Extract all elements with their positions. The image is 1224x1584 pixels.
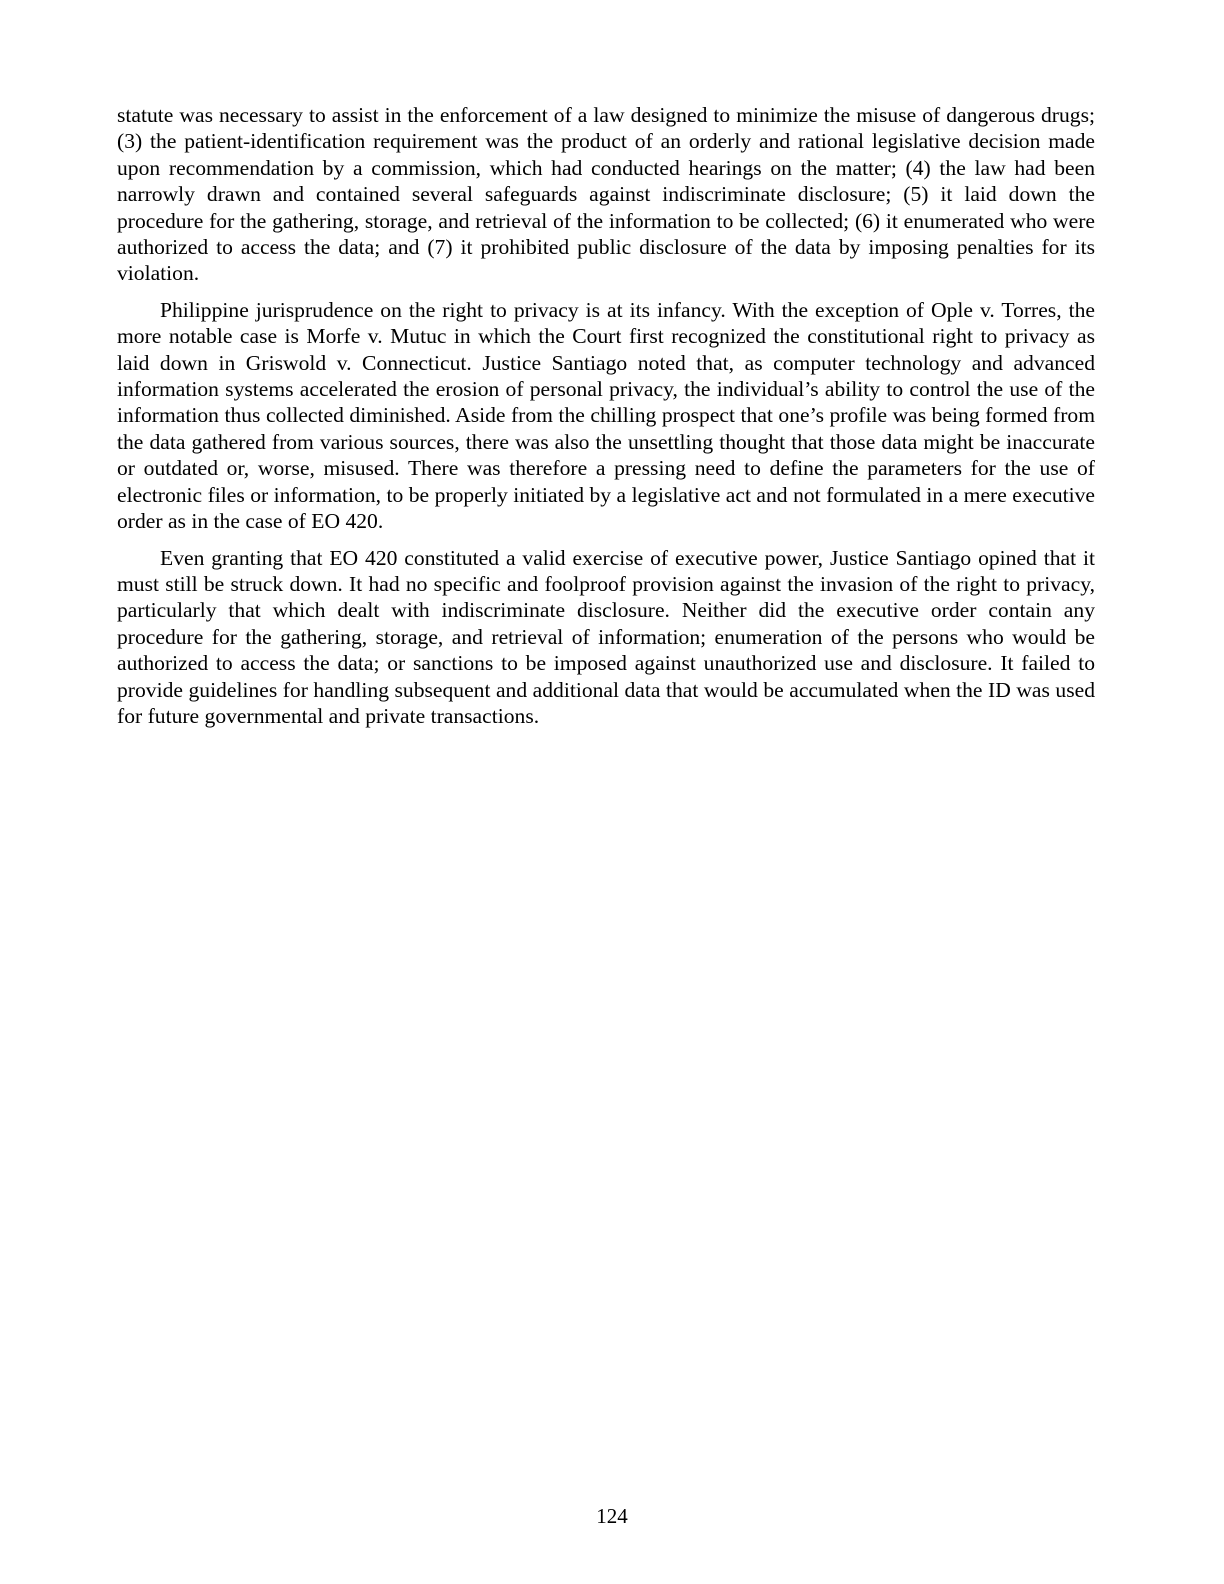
paragraph-3: Even granting that EO 420 constituted a valid exercise of executive power, Justice Santiago opined that it must still be struck down. It had no specific and foolproof provision against the invasion of the right to privacy, particularly that which dealt with indiscriminate disclosure. Neither did the executive order contain any procedure for the gathering, storage, and retrieval of information; enumeration of the persons who would be authorized to access the data; or sanctions to be imposed against unauthorized use and disclosure. It failed to provide guidelines for handling subsequent and additional data that would be accumulated when the ID was used for future governmental and private transactions. [117, 545, 1095, 728]
document-body [117, 102, 1095, 739]
page-number: 124 [596, 1504, 628, 1528]
paragraph-1: statute was necessary to assist in the enforcement of a law designed to minimize the misuse of dangerous drugs; (3) the patient-identification requirement was the product of an orderly and rational legislative decision made upon recommendation by a commission, which had conducted hearings on the matter; (4) the law had been narrowly drawn and contained several safeguards against indiscriminate disclosure; (5) it laid down the procedure for the gathering, storage, and retrieval of the information to be collected; (6) it enumerated who were authorized to access the data; and (7) it prohibited public disclosure of the data by imposing penalties for its violation. [117, 103, 1095, 286]
paragraph-2: Philippine jurisprudence on the right to privacy is at its infancy. With the exception of Ople v. Torres, the more notable case is Morfe v. Mutuc in which the Court first recognized the constitutional right to privacy as laid down in Griswold v. Connecticut. Justice Santiago noted that, as computer technology and advanced information systems accelerated the erosion of personal privacy, the individual’s ability to control the use of the information thus collected diminished. Aside from the chilling prospect that one’s profile was being formed from the data gathered from various sources, there was also the unsettling thought that those data might be inaccurate or outdated or, worse, misused. There was therefore a pressing need to define the parameters for the use of electronic files or information, to be properly initiated by a legislative act and not formulated in a mere executive order as in the case of EO 420. [117, 297, 1095, 534]
